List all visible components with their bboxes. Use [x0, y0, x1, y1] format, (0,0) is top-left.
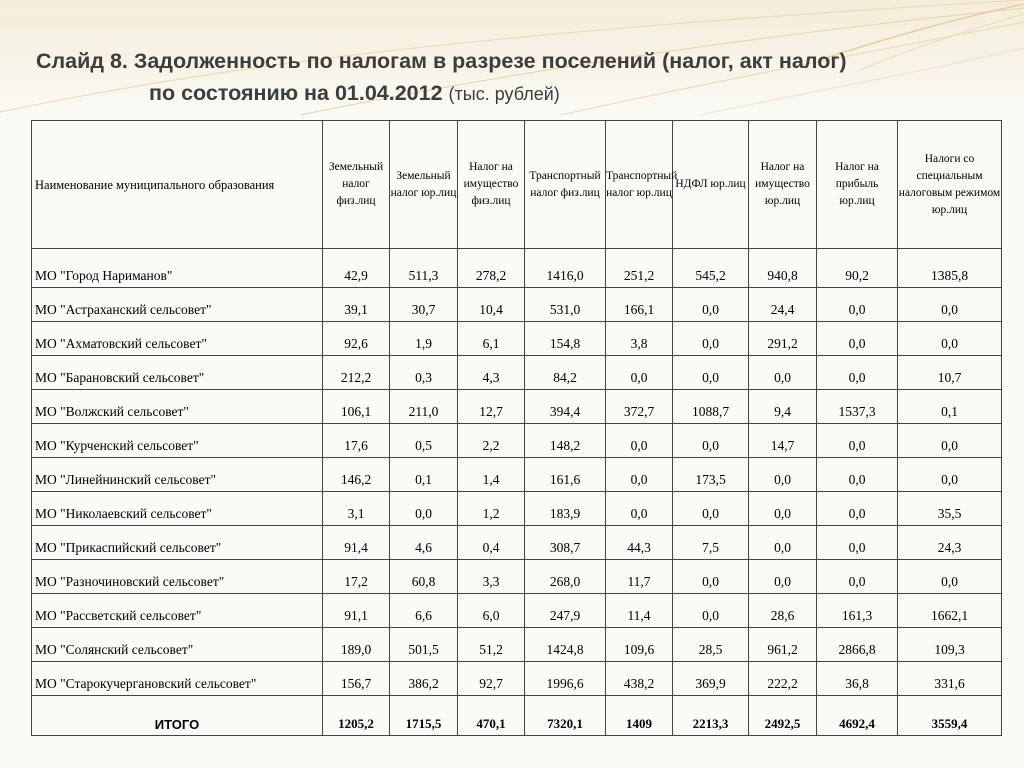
value-cell: 6,1 [458, 322, 525, 356]
municipality-name-cell: МО "Город Нариманов" [32, 249, 323, 288]
table-row [32, 492, 1002, 526]
value-cell: 222,2 [749, 662, 817, 696]
municipality-name-cell: МО "Курченский сельсовет" [32, 424, 323, 458]
column-header: Налоги со специальным налоговым режимом юр.лиц [898, 121, 1002, 249]
table-header-row [32, 121, 1002, 249]
value-cell: 28,6 [749, 594, 817, 628]
value-cell: 6,0 [458, 594, 525, 628]
value-cell: 166,1 [606, 288, 673, 322]
value-cell: 0,0 [390, 492, 458, 526]
total-value-cell: 1715,5 [390, 696, 458, 736]
value-cell: 531,0 [525, 288, 606, 322]
table-row [32, 594, 1002, 628]
value-cell: 1,4 [458, 458, 525, 492]
municipality-name-cell: МО "Николаевский сельсовет" [32, 492, 323, 526]
value-cell: 961,2 [749, 628, 817, 662]
total-value-cell: 2492,5 [749, 696, 817, 736]
column-header: Земельный налог юр.лиц [390, 121, 458, 249]
value-cell: 4,3 [458, 356, 525, 390]
value-cell: 3,3 [458, 560, 525, 594]
value-cell: 331,6 [898, 662, 1002, 696]
table-row [32, 390, 1002, 424]
value-cell: 386,2 [390, 662, 458, 696]
value-cell: 0,0 [606, 492, 673, 526]
value-cell: 0,0 [673, 356, 749, 390]
column-header: Налог на имущество юр.лиц [749, 121, 817, 249]
table-row [32, 458, 1002, 492]
value-cell: 372,7 [606, 390, 673, 424]
title-line1: Слайд 8. Задолженность по налогам в разрезе поселений (налог, акт налог) [36, 49, 847, 73]
value-cell: 24,3 [898, 526, 1002, 560]
value-cell: 0,0 [673, 322, 749, 356]
value-cell: 30,7 [390, 288, 458, 322]
value-cell: 0,0 [898, 424, 1002, 458]
title-unit: (тыс. рублей) [448, 84, 560, 104]
value-cell: 1662,1 [898, 594, 1002, 628]
value-cell: 0,4 [458, 526, 525, 560]
total-value-cell: 2213,3 [673, 696, 749, 736]
value-cell: 0,1 [898, 390, 1002, 424]
value-cell: 0,0 [606, 458, 673, 492]
municipality-name-cell: МО "Рассветский сельсовет" [32, 594, 323, 628]
value-cell: 161,3 [817, 594, 898, 628]
column-header: Транспортный налог юр.лиц [606, 121, 673, 249]
value-cell: 251,2 [606, 249, 673, 288]
value-cell: 17,2 [323, 560, 390, 594]
value-cell: 109,6 [606, 628, 673, 662]
value-cell: 211,0 [390, 390, 458, 424]
value-cell: 156,7 [323, 662, 390, 696]
value-cell: 0,0 [749, 356, 817, 390]
value-cell: 39,1 [323, 288, 390, 322]
value-cell: 11,4 [606, 594, 673, 628]
value-cell: 511,3 [390, 249, 458, 288]
value-cell: 106,1 [323, 390, 390, 424]
value-cell: 0,0 [817, 458, 898, 492]
value-cell: 0,0 [673, 594, 749, 628]
value-cell: 0,5 [390, 424, 458, 458]
value-cell: 0,0 [673, 424, 749, 458]
municipality-name-cell: МО "Разночиновский сельсовет" [32, 560, 323, 594]
value-cell: 92,6 [323, 322, 390, 356]
table-row [32, 249, 1002, 288]
municipality-name-cell: МО "Волжский сельсовет" [32, 390, 323, 424]
value-cell: 3,8 [606, 322, 673, 356]
value-cell: 1385,8 [898, 249, 1002, 288]
municipality-name-cell: МО "Астраханский сельсовет" [32, 288, 323, 322]
value-cell: 438,2 [606, 662, 673, 696]
column-header-name: Наименование муниципального образования [32, 121, 323, 249]
value-cell: 14,7 [749, 424, 817, 458]
value-cell: 44,3 [606, 526, 673, 560]
value-cell: 1996,6 [525, 662, 606, 696]
total-row [32, 696, 1002, 736]
title-date: по состоянию на 01.04.2012 [149, 81, 443, 105]
value-cell: 545,2 [673, 249, 749, 288]
value-cell: 1088,7 [673, 390, 749, 424]
value-cell: 0,0 [817, 492, 898, 526]
value-cell: 36,8 [817, 662, 898, 696]
value-cell: 501,5 [390, 628, 458, 662]
total-value-cell: 1205,2 [323, 696, 390, 736]
value-cell: 940,8 [749, 249, 817, 288]
table-row [32, 356, 1002, 390]
value-cell: 92,7 [458, 662, 525, 696]
value-cell: 369,9 [673, 662, 749, 696]
value-cell: 183,9 [525, 492, 606, 526]
total-label-cell: ИТОГО [32, 696, 323, 736]
total-value-cell: 3559,4 [898, 696, 1002, 736]
value-cell: 42,9 [323, 249, 390, 288]
value-cell: 0,0 [898, 560, 1002, 594]
value-cell: 1424,8 [525, 628, 606, 662]
value-cell: 0,0 [898, 458, 1002, 492]
value-cell: 1537,3 [817, 390, 898, 424]
value-cell: 11,7 [606, 560, 673, 594]
value-cell: 0,0 [606, 424, 673, 458]
municipality-name-cell: МО "Солянский сельсовет" [32, 628, 323, 662]
municipality-name-cell: МО "Ахматовский сельсовет" [32, 322, 323, 356]
value-cell: 1,2 [458, 492, 525, 526]
municipality-name-cell: МО "Прикаспийский сельсовет" [32, 526, 323, 560]
value-cell: 10,7 [898, 356, 1002, 390]
value-cell: 9,4 [749, 390, 817, 424]
table-row [32, 628, 1002, 662]
column-header: НДФЛ юр.лиц [673, 121, 749, 249]
value-cell: 0,0 [898, 288, 1002, 322]
municipality-name-cell: МО "Линейнинский сельсовет" [32, 458, 323, 492]
table-row [32, 662, 1002, 696]
slide-title [36, 45, 1016, 110]
value-cell: 154,8 [525, 322, 606, 356]
total-value-cell: 7320,1 [525, 696, 606, 736]
value-cell: 2,2 [458, 424, 525, 458]
value-cell: 35,5 [898, 492, 1002, 526]
value-cell: 394,4 [525, 390, 606, 424]
table-row [32, 424, 1002, 458]
value-cell: 0,0 [749, 526, 817, 560]
table-row [32, 288, 1002, 322]
value-cell: 0,0 [817, 288, 898, 322]
value-cell: 91,1 [323, 594, 390, 628]
value-cell: 308,7 [525, 526, 606, 560]
value-cell: 0,0 [673, 560, 749, 594]
value-cell: 0,0 [817, 356, 898, 390]
municipality-name-cell: МО "Барановский сельсовет" [32, 356, 323, 390]
value-cell: 51,2 [458, 628, 525, 662]
value-cell: 0,0 [749, 492, 817, 526]
value-cell: 0,0 [817, 322, 898, 356]
value-cell: 247,9 [525, 594, 606, 628]
value-cell: 109,3 [898, 628, 1002, 662]
value-cell: 6,6 [390, 594, 458, 628]
municipality-name-cell: МО "Старокучергановский сельсовет" [32, 662, 323, 696]
value-cell: 0,0 [673, 492, 749, 526]
value-cell: 4,6 [390, 526, 458, 560]
value-cell: 7,5 [673, 526, 749, 560]
value-cell: 17,6 [323, 424, 390, 458]
value-cell: 3,1 [323, 492, 390, 526]
value-cell: 28,5 [673, 628, 749, 662]
value-cell: 91,4 [323, 526, 390, 560]
value-cell: 148,2 [525, 424, 606, 458]
value-cell: 0,0 [606, 356, 673, 390]
value-cell: 0,0 [749, 458, 817, 492]
table-row [32, 560, 1002, 594]
value-cell: 24,4 [749, 288, 817, 322]
value-cell: 0,0 [817, 560, 898, 594]
value-cell: 0,0 [673, 288, 749, 322]
table-row [32, 322, 1002, 356]
tax-debt-table [31, 120, 1002, 736]
value-cell: 212,2 [323, 356, 390, 390]
value-cell: 173,5 [673, 458, 749, 492]
value-cell: 1,9 [390, 322, 458, 356]
value-cell: 161,6 [525, 458, 606, 492]
value-cell: 0,1 [390, 458, 458, 492]
value-cell: 60,8 [390, 560, 458, 594]
value-cell: 10,4 [458, 288, 525, 322]
total-value-cell: 470,1 [458, 696, 525, 736]
total-value-cell: 1409 [606, 696, 673, 736]
value-cell: 0,3 [390, 356, 458, 390]
value-cell: 1416,0 [525, 249, 606, 288]
value-cell: 268,0 [525, 560, 606, 594]
value-cell: 291,2 [749, 322, 817, 356]
title-line2 [36, 77, 1016, 110]
value-cell: 2866,8 [817, 628, 898, 662]
value-cell: 84,2 [525, 356, 606, 390]
value-cell: 146,2 [323, 458, 390, 492]
value-cell: 0,0 [898, 322, 1002, 356]
value-cell: 0,0 [817, 424, 898, 458]
value-cell: 278,2 [458, 249, 525, 288]
column-header: Налог на прибыль юр.лиц [817, 121, 898, 249]
column-header: Транспортный налог физ.лиц [525, 121, 606, 249]
column-header: Земельный налог физ.лиц [323, 121, 390, 249]
value-cell: 189,0 [323, 628, 390, 662]
value-cell: 0,0 [749, 560, 817, 594]
total-value-cell: 4692,4 [817, 696, 898, 736]
column-header: Налог на имущество физ.лиц [458, 121, 525, 249]
table-row [32, 526, 1002, 560]
value-cell: 90,2 [817, 249, 898, 288]
value-cell: 12,7 [458, 390, 525, 424]
value-cell: 0,0 [817, 526, 898, 560]
